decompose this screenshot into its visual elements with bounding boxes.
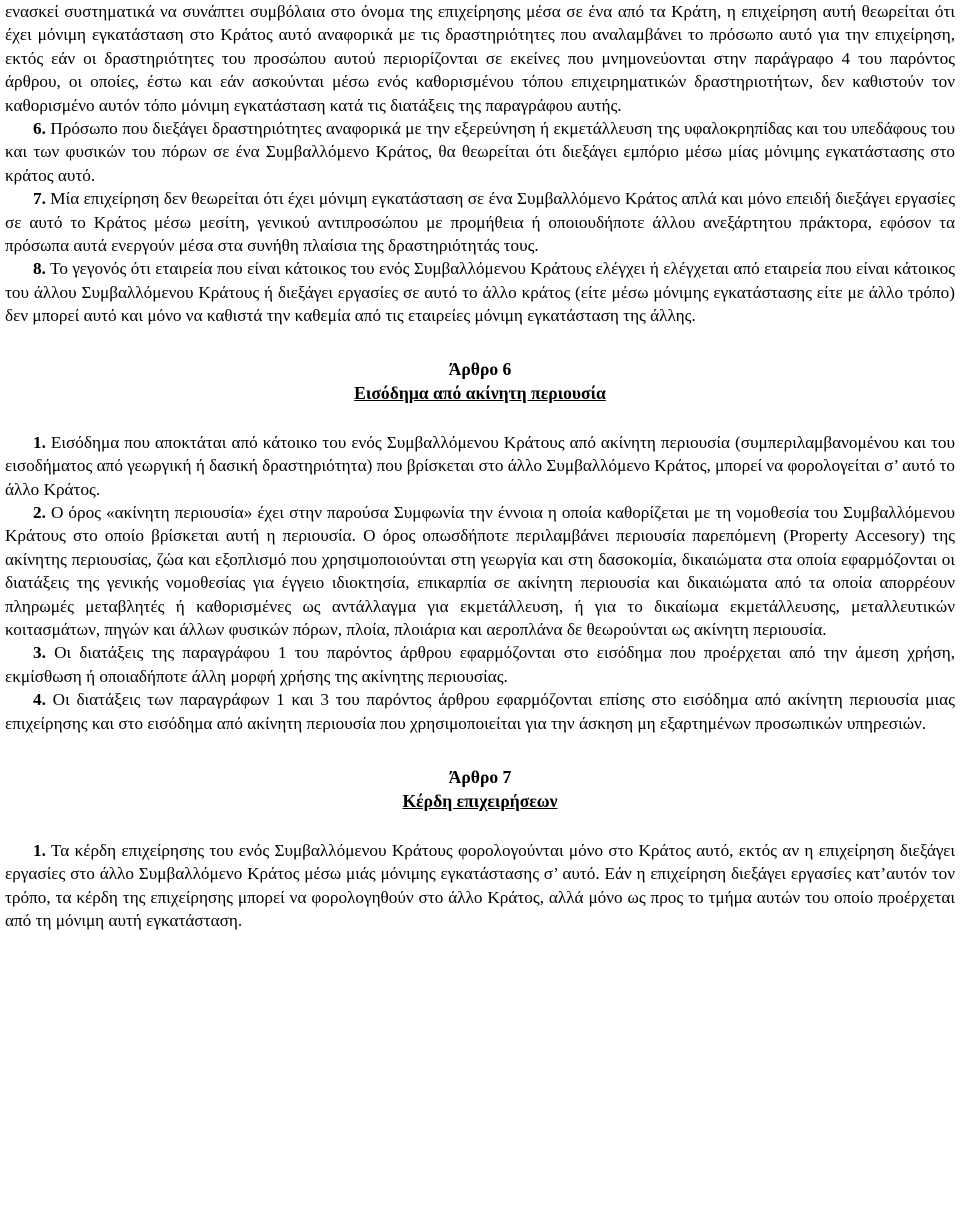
paragraph-text: Οι διατάξεις των παραγράφων 1 και 3 του παρόντος άρθρου εφαρμόζονται επίσης στο εισόδημα από ακίνητη περιουσία μιας επιχείρησης και στο εισόδημα από ακίνητη περιουσία που χρησιμοποιείται για την άσκηση μη εξαρτημένων προσωπικών υπηρεσιών. — [5, 690, 955, 733]
paragraph-number: 1. — [33, 432, 46, 452]
paragraph-number: 3. — [33, 643, 46, 663]
article5-paragraph-6 — [5, 117, 955, 187]
article6-paragraph-3 — [5, 641, 955, 688]
spacer — [5, 405, 955, 431]
paragraph-number: 4. — [33, 690, 46, 710]
article6-title: Εισόδημα από ακίνητη περιουσία — [354, 382, 606, 403]
article6-label: Άρθρο 6 — [448, 358, 512, 379]
paragraph-text: Πρόσωπο που διεξάγει δραστηριότητες αναφορικά με την εξερεύνηση ή εκμετάλλευση της υφαλοκρηπίδας και του υπεδάφους του και των φυσικών του πόρων σε ένα Συμβαλλόμενο Κράτος, θα θεωρείται ότι διεξάγει εμπόριο μέσω μίας μόνιμης εγκατάστασης στο κράτος αυτό. — [5, 119, 955, 185]
article7-title: Κέρδη επιχειρήσεων — [402, 790, 558, 811]
paragraph-text: Το γεγονός ότι εταιρεία που είναι κάτοικος του ενός Συμβαλλόμενου Κράτους ελέγχει ή ελέγχεται από εταιρεία που είναι κάτοικος του άλλου Συμβαλλόμενου Κράτους ή διεξάγει εργασίες σε αυτό το άλλο κράτος (είτε μέσω μόνιμης εγκατάστασης είτε με άλλο τρόπο) δεν μπορεί αυτό και μόνο να καθιστά την καθεμία από τις εταιρείες μόνιμη εγκατάσταση της άλλης. — [5, 259, 955, 326]
article7-paragraph-1 — [5, 839, 955, 933]
paragraph-number: 7. — [33, 189, 46, 209]
spacer — [5, 735, 955, 765]
paragraph-number: 8. — [33, 259, 46, 279]
article6-paragraph-1 — [5, 431, 955, 501]
spacer — [5, 328, 955, 357]
paragraph-number: 2. — [33, 502, 46, 522]
spacer — [5, 813, 955, 839]
paragraph-text: Οι διατάξεις της παραγράφου 1 του παρόντος άρθρου εφαρμόζονται στο εισόδημα που προέρχεται από την άμεση χρήση, εκμίσθωση ή οποιαδήποτε άλλη μορφή χρήσης της ακίνητης περιουσίας. — [5, 643, 956, 686]
article5-paragraph-8 — [5, 257, 955, 327]
paragraph-text: Εισόδημα που αποκτάται από κάτοικο του ενός Συμβαλλόμενου Κράτους από ακίνητη περιουσία (συμπεριλαμβανομένου και του εισοδήματος από γεωργική ή δασική δραστηριότητα) που βρίσκεται στο άλλο Συμβαλλόμενο Κράτος, μπορεί να φορολογείται σ’ αυτό το άλλο Κράτος. — [5, 432, 955, 499]
article6-paragraph-4 — [5, 688, 955, 735]
article6-heading — [5, 357, 955, 405]
article5-paragraph-7 — [5, 187, 955, 257]
article6-paragraph-2 — [5, 501, 955, 641]
paragraph-text: Ο όρος «ακίνητη περιουσία» έχει στην παρούσα Συμφωνία την έννοια η οποία καθορίζεται με τη νομοθεσία του Συμβαλλόμενου Κράτους στο οποίο βρίσκεται αυτή η περιουσία. Ο όρος οπωσδήποτε περιλαμβάνει περιουσία παρεπόμενη (Property Accesory) της ακίνητης περιουσίας, ζώα και εξοπλισμό που χρησιμοποιούνται στη γεωργία και στη δασοκομία, δικαιώματα στα οποία εφαρμόζονται οι διατάξεις της γενικής νομοθεσίας για έγγειο ιδιοκτησία, επικαρπία σε ακίνητη περιουσία και δικαιώματα από τα οποία απορρέουν πληρωμές μεταβλητές ή καθορισμένες ως αντάλλαγμα για εκμετάλλευση, ή για το δικαίωμα εκμετάλλευσης, μεταλλευτικών κοιτασμάτων, πηγών και άλλων φυσικών πόρων, πλοία, πλοιάρια και αεροπλάνα δε θεωρούνται ως ακίνητη περιουσία. — [5, 502, 955, 639]
paragraph-number: 6. — [33, 119, 46, 139]
continuation-paragraph: ενασκεί συστηματικά να συνάπτει συμβόλαια στο όνομα της επιχείρησης μέσα σε ένα από τα Κράτη, η επιχείρηση αυτή θεωρείται ότι έχει μόνιμη εγκατάσταση στο Κράτος αυτό αναφορικά με τις δραστηριότητες που αναλαμβάνει το πρόσωπο αυτό για την επιχείρηση, εκτός εάν οι δραστηριότητες του προσώπου αυτού περιορίζονται σε εκείνες που μνημονεύονται στην παράγραφο 4 του παρόντος άρθρου, οι οποίες, έστω και εάν ασκούνται μέσω ενός καθορισμένου τόπου επιχειρηματικών δραστηριοτήτων, δεν καθιστούν τον καθορισμένο αυτόν τόπο μόνιμη εγκατάσταση κατά τις διατάξεις της παραγράφου αυτής. — [5, 2, 955, 115]
article7-heading — [5, 765, 955, 813]
paragraph-text: Μία επιχείρηση δεν θεωρείται ότι έχει μόνιμη εγκατάσταση σε ένα Συμβαλλόμενο Κράτος απλά και μόνο επειδή διεξάγει εργασίες σε αυτό το Κράτος μέσω μεσίτη, γενικού αντιπροσώπου με προμήθεια ή οποιουδήποτε άλλου ανεξάρτητου πράκτορα, εφόσον τα πρόσωπα αυτά ενεργούν μέσα στα συνήθη πλαίσια της δραστηριότητάς τους. — [5, 189, 956, 256]
article7-label: Άρθρο 7 — [448, 766, 512, 787]
paragraph-text: Τα κέρδη επιχείρησης του ενός Συμβαλλόμενου Κράτους φορολογούνται μόνο στο Κράτος αυτό, εκτός αν η επιχείρηση διεξάγει εργασίες στο άλλο Συμβαλλόμενο Κράτος μέσω μιάς μόνιμης εγκατάστασης σ’ αυτό. Εάν η επιχείρηση διεξάγει εργασίες κατ’αυτόν τον τρόπο, τα κέρδη της επιχείρησης μπορεί να φορολογηθούν στο άλλο Κράτος, αλλά μόνο ως προς το τμήμα αυτών του οποίο προέρχεται από τη μόνιμη αυτή εγκατάσταση. — [5, 840, 955, 931]
paragraph-number: 1. — [33, 840, 46, 860]
